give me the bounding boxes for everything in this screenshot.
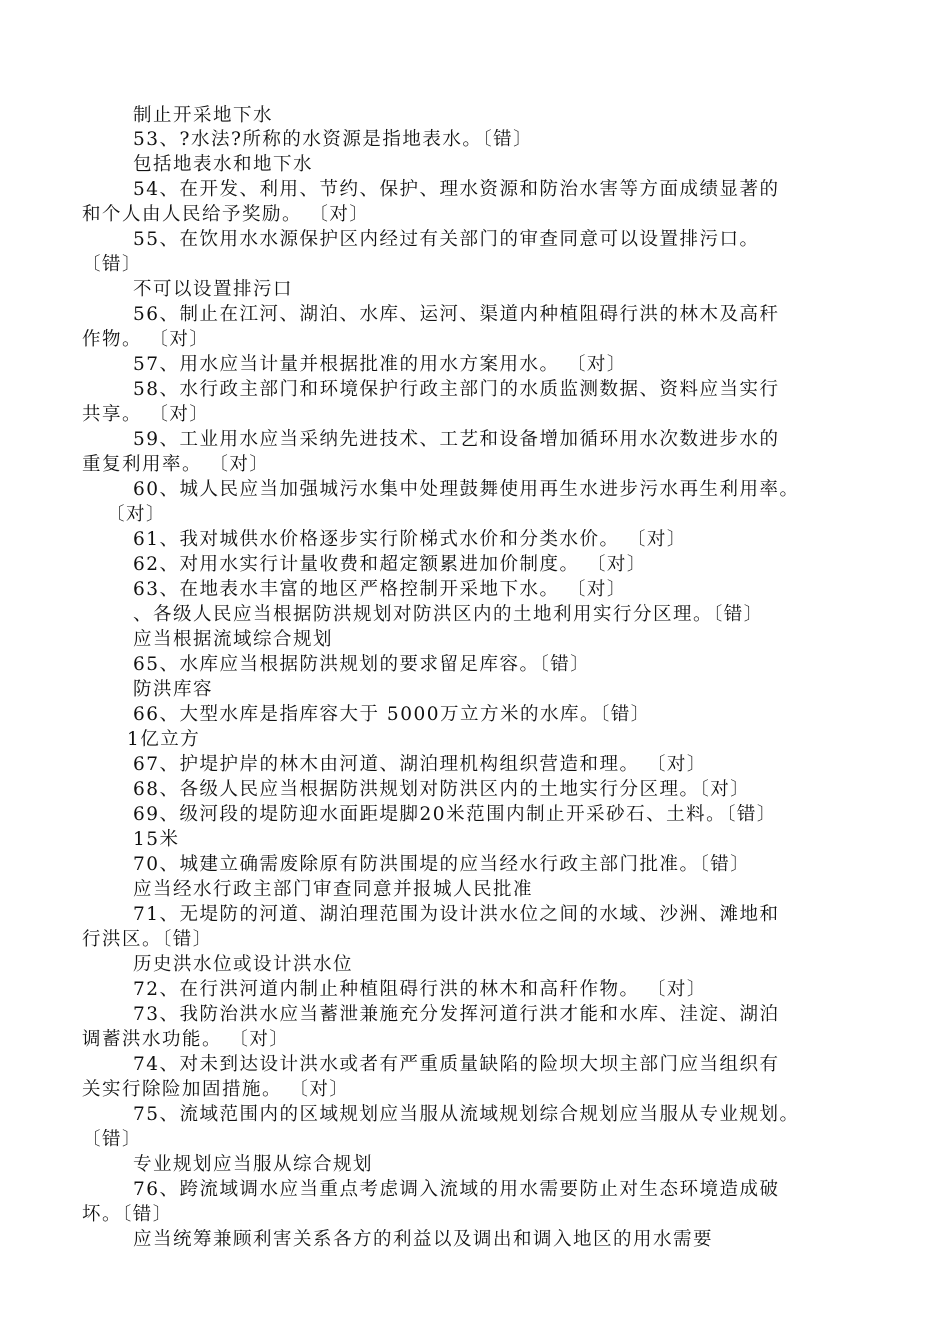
text-line: 69、级河段的堤防迎水面距堤脚20米范围内制止开采砂石、土料。〔错〕: [133, 804, 777, 825]
text-line: 应当根据流域综合规划: [133, 629, 334, 650]
text-line: 53、?水法?所称的水资源是指地表水。〔错〕: [133, 129, 534, 150]
text-line: 坏。〔错〕: [82, 1204, 173, 1225]
text-line: 行洪区。〔错〕: [82, 929, 213, 950]
text-line: 74、对未到达设计洪水或者有严重质量缺陷的险坝大坝主部门应当组织有: [133, 1054, 780, 1075]
text-line: 62、对用水实行计量收费和超定额累进加价制度。 〔对〕: [133, 554, 647, 575]
text-line: 76、跨流域调水应当重点考虑调入流域的用水需要防止对生态环境造成破: [133, 1179, 780, 1200]
text-line: 不可以设置排污口: [133, 279, 294, 300]
text-line: 58、水行政主部门和环境保护行政主部门的水质监测数据、资料应当实行: [133, 379, 780, 400]
text-line: 历史洪水位或设计洪水位: [133, 954, 354, 975]
text-line: 包括地表水和地下水: [133, 154, 314, 175]
text-line: 调蓄洪水功能。 〔对〕: [82, 1029, 290, 1050]
text-line: 71、无堤防的河道、湖泊理范围为设计洪水位之间的水域、沙洲、滩地和: [133, 904, 780, 925]
text-line: 和个人由人民给予奖励。 〔对〕: [82, 204, 370, 225]
text-line: 73、我防治洪水应当蓄泄兼施充分发挥河道行洪才能和水库、洼淀、湖泊: [133, 1004, 780, 1025]
text-line: 70、城建立确需废除原有防洪围堤的应当经水行政主部门批准。〔错〕: [133, 854, 751, 875]
text-line: 55、在饮用水水源保护区内经过有关部门的审查同意可以设置排污口。: [133, 229, 760, 250]
text-line: 〔错〕: [82, 254, 143, 275]
text-line: 关实行除险加固措施。 〔对〕: [82, 1079, 350, 1100]
text-line: 56、制止在江河、湖泊、水库、运河、渠道内种植阻碍行洪的林木及高秆: [133, 304, 780, 325]
text-line: 重复利用率。 〔对〕: [82, 454, 270, 475]
text-line: 67、护堤护岸的林木由河道、湖泊理机构组织营造和理。 〔对〕: [133, 754, 707, 775]
text-line: 68、各级人民应当根据防洪规划对防洪区内的土地实行分区理。〔对〕: [133, 779, 751, 800]
text-line: 应当统筹兼顾利害关系各方的利益以及调出和调入地区的用水需要: [133, 1229, 714, 1250]
text-line: 54、在开发、利用、节约、保护、理水资源和防治水害等方面成绩显著的: [133, 179, 780, 200]
text-line: 〔错〕: [82, 1129, 143, 1150]
text-line: 作物。 〔对〕: [82, 329, 210, 350]
text-line: 〔对〕: [106, 504, 167, 525]
text-line: 60、城人民应当加强城污水集中处理鼓舞使用再生水进步污水再生利用率。: [133, 479, 800, 500]
text-line: 专业规划应当服从综合规划: [133, 1154, 374, 1175]
text-line: 制止开采地下水: [133, 105, 274, 126]
text-line: 63、在地表水丰富的地区严格控制开采地下水。 〔对〕: [133, 579, 627, 600]
text-line: 应当经水行政主部门审查同意并报城人民批准: [133, 879, 534, 900]
text-line: 15米: [133, 829, 180, 850]
text-line: 66、大型水库是指库容大于 5000万立方米的水库。〔错〕: [133, 704, 651, 725]
text-line: 共享。 〔对〕: [82, 404, 210, 425]
text-line: 59、工业用水应当采纳先进技术、工艺和设备增加循环用水次数进步水的: [133, 429, 780, 450]
text-line: 、各级人民应当根据防洪规划对防洪区内的土地利用实行分区理。〔错〕: [133, 604, 764, 625]
text-line: 65、水库应当根据防洪规划的要求留足库容。〔错〕: [133, 654, 591, 675]
text-line: 57、用水应当计量并根据批准的用水方案用水。 〔对〕: [133, 354, 627, 375]
text-line: 72、在行洪河道内制止种植阻碍行洪的林木和高秆作物。 〔对〕: [133, 979, 707, 1000]
text-line: 1亿立方: [127, 729, 201, 750]
text-line: 61、我对城供水价格逐步实行阶梯式水价和分类水价。 〔对〕: [133, 529, 687, 550]
text-line: 75、流域范围内的区域规划应当服从流域规划综合规划应当服从专业规划。: [133, 1104, 800, 1125]
text-line: 防洪库容: [133, 679, 214, 700]
